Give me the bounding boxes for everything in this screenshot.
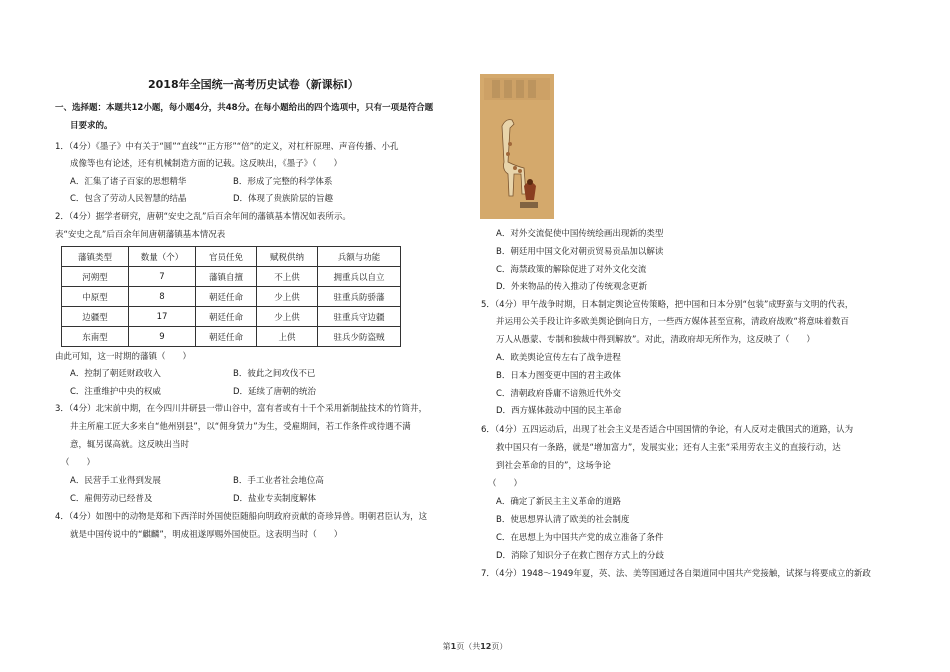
table-cell: 驻兵少防盗贼 [318,327,401,347]
q5-stem-cont: 并运用公关手段让许多欧美舆论倒向日方，一些西方媒体甚至宣称，清政府战败“将意味着数百 [496,317,849,327]
table-cell: 驻重兵守边疆 [318,307,401,327]
footer-total-pages: 12 [480,642,492,651]
q5-stem: 5．（4分）甲午战争时期，日本制定舆论宣传策略，把中国和日本分别“包装”成野蛮与文明的代表， [481,300,854,310]
giraffe-painting-image [480,74,554,219]
q6-answer-paren: （ ） [488,479,523,489]
q4-stem-cont: 就是中国传说中的“麒麟”，明成祖遂厚赐外国使臣。这表明当时（ ） [70,530,343,540]
footer-prefix: 第 [442,642,451,651]
fanzhen-table [61,246,401,347]
section-heading: 一、选择题：本题共12小题，每小题4分，共48分。在每小题给出的四个选项中，只有一项是符合题 [55,103,434,113]
table-header-row [62,247,401,267]
q3-option-d[interactable]: D．盐业专卖制度解体 [233,494,317,504]
table-cell: 7 [129,267,196,287]
table-cell: 朝廷任命 [196,307,257,327]
table-row [62,267,401,287]
page-title: 2018年全国统一高考历史试卷（新课标Ⅰ） [148,78,359,91]
q6-stem: 6．（4分）五四运动后，出现了社会主义是否适合中国国情的争论，有人反对走俄国式的道路，认为 [481,425,854,435]
table-cell: 朝廷任命 [196,327,257,347]
q4-stem: 4．（4分）如图中的动物是郑和下西洋时外国使臣随船向明政府贡献的奇珍异兽。明朝君臣认为，这 [55,512,428,522]
q5-option-a[interactable]: A．欧美舆论宣传左右了战争进程 [496,353,621,363]
table-header-cell: 赋税供纳 [257,247,318,267]
q5-option-b[interactable]: B．日本力图变更中国的君主政体 [496,371,621,381]
q4-option-c[interactable]: C．海禁政策的解除促进了对外文化交流 [496,265,647,275]
q5-stem-cont: 万人从愚蒙、专制和独裁中得到解放”。对此，清政府却无所作为，这反映了（ ） [496,335,815,345]
q6-option-c[interactable]: C．在思想上为中国共产党的成立准备了条件 [496,533,664,543]
table-cell: 边疆型 [62,307,129,327]
q7-stem: 7．（4分）1948～1949年夏，英、法、美等国通过各自渠道同中国共产党接触，试探与将要成立的新政 [481,569,871,579]
table-cell: 驻重兵防骄藩 [318,287,401,307]
q1-stem: 1．（4分）《墨子》中有关于“圆”“直线”“正方形”“倍”的定义，对杠杆原理、声音传播、小孔 [55,142,399,152]
q3-stem: 3．（4分）北宋前中期，在今四川井研县一带山谷中，富有者或有十千个采用新制盐技术的竹筒井， [55,404,428,414]
table-cell: 9 [129,327,196,347]
q2-option-c[interactable]: C．注重维护中央的权威 [70,387,161,397]
giraffe-icon [480,74,554,219]
q6-stem-cont: 到社会革命的目的”，这场争论 [496,461,611,471]
page-footer [0,641,950,652]
table-cell: 东南型 [62,327,129,347]
q4-option-b[interactable]: B．朝廷用中国文化对朝贡贸易贡品加以解读 [496,247,664,257]
q3-option-c[interactable]: C．雇佣劳动已经普及 [70,494,153,504]
q2-after: 由此可知，这一时期的藩镇（ ） [55,352,192,362]
q2-option-a[interactable]: A．控制了朝廷财政收入 [70,369,161,379]
section-heading-cont: 目要求的。 [70,121,113,131]
q1-option-a[interactable]: A．汇集了诸子百家的思想精华 [70,177,187,187]
table-row [62,287,401,307]
table-cell: 朝廷任命 [196,287,257,307]
q4-option-d[interactable]: D．外来物品的传入推动了传统观念更新 [496,282,648,292]
table-header-cell: 数量（个） [129,247,196,267]
footer-middle: 页（共 [456,642,481,651]
q1-stem-cont: 成像等也有论述，还有机械制造方面的记载。这反映出，《墨子》（ ） [70,159,343,169]
q1-option-d[interactable]: D．体现了贵族阶层的旨趣 [233,194,334,204]
table-header-cell: 藩镇类型 [62,247,129,267]
q2-table-caption: 表“安史之乱”后百余年间唐朝藩镇基本情况表 [55,230,226,240]
footer-page-number: 1 [450,642,457,651]
q1-option-b[interactable]: B．形成了完整的科学体系 [233,177,333,187]
q5-option-d[interactable]: D．西方媒体鼓动中国的民主革命 [496,406,622,416]
q2-option-d[interactable]: D．延续了唐朝的统治 [233,387,317,397]
table-cell: 少上供 [257,287,318,307]
q1-option-c[interactable]: C．包含了劳动人民智慧的结晶 [70,194,187,204]
table-row [62,307,401,327]
table-cell: 8 [129,287,196,307]
q3-answer-paren: （ ） [61,458,96,468]
q6-option-d[interactable]: D．消除了知识分子在救亡图存方式上的分歧 [496,551,665,561]
table-row [62,327,401,347]
table-cell: 上供 [257,327,318,347]
table-cell: 中原型 [62,287,129,307]
q2-stem: 2．（4分）据学者研究，唐朝“安史之乱”后百余年间的藩镇基本情况如表所示。 [55,212,351,222]
q6-option-b[interactable]: B．使思想界认清了欧美的社会制度 [496,515,630,525]
q3-option-a[interactable]: A．民营手工业得到发展 [70,476,161,486]
q3-stem-cont: 意，辄另谋高就。这反映出当时 [70,440,190,450]
q6-option-a[interactable]: A．确定了新民主主义革命的道路 [496,497,621,507]
table-header-cell: 官员任免 [196,247,257,267]
q5-option-c[interactable]: C．清朝政府昏庸不谙熟近代外交 [496,389,621,399]
q3-stem-cont: 井主所雇工匠大多来自“他州别县”，以“佣身赁力”为生，受雇期间，若工作条件或待遇不满 [70,422,411,432]
table-cell: 藩镇自擅 [196,267,257,287]
footer-suffix: 页） [491,642,508,651]
table-cell: 河朔型 [62,267,129,287]
table-cell: 不上供 [257,267,318,287]
q2-option-b[interactable]: B．彼此之间攻伐不已 [233,369,316,379]
table-cell: 拥重兵以自立 [318,267,401,287]
q3-option-b[interactable]: B．手工业者社会地位高 [233,476,324,486]
q4-option-a[interactable]: A．对外交流促使中国传统绘画出现新的类型 [496,229,664,239]
q6-stem-cont: 救中国只有一条路，就是“增加富力”，发展实业；还有人主张“采用劳农主义的直接行动，达 [496,443,841,453]
table-header-cell: 兵额与功能 [318,247,401,267]
table-cell: 17 [129,307,196,327]
table-cell: 少上供 [257,307,318,327]
